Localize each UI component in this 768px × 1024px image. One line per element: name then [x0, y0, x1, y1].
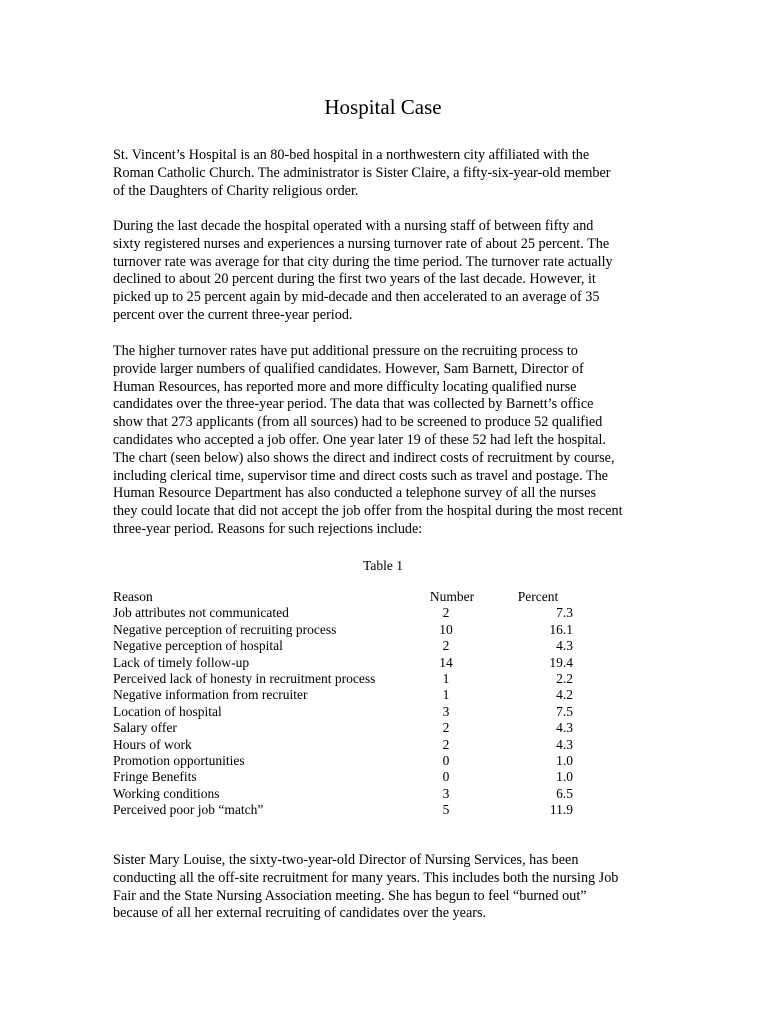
cell-number: 0	[442, 769, 450, 785]
text-line: The chart (seen below) also shows the direct and indirect costs of recruitment by course,	[113, 449, 615, 466]
text-line: three-year period. Reasons for such rejections include:	[113, 520, 423, 537]
cell-number: 0	[442, 752, 450, 768]
text-line: candidates who accepted a job offer. One year later 19 of these 52 had left the hospital.	[113, 431, 606, 448]
cell-reason: Working conditions	[113, 785, 220, 801]
table-row	[113, 687, 583, 703]
cell-reason: Negative perception of hospital	[113, 638, 283, 654]
cell-number: 2	[442, 736, 450, 752]
table-row	[113, 671, 583, 687]
table-row	[113, 737, 583, 753]
cell-number: 10	[439, 621, 453, 637]
paragraph-intro	[113, 147, 658, 200]
text-line: Roman Catholic Church. The administrator is Sister Claire, a fifty-six-year-old member	[113, 164, 611, 181]
cell-reason: Location of hospital	[113, 703, 222, 719]
cell-number: 3	[442, 703, 450, 719]
cell-number: 14	[439, 654, 453, 670]
column-header-reason: Reason	[113, 589, 153, 604]
cell-reason: Fringe Benefits	[113, 769, 197, 785]
cell-reason: Perceived poor job “match”	[113, 802, 264, 818]
cell-percent: 11.9	[549, 802, 573, 818]
cell-reason: Negative information from recruiter	[113, 687, 308, 703]
table-row	[113, 720, 583, 736]
cell-reason: Perceived lack of honesty in recruitment process	[113, 670, 376, 686]
cell-number: 2	[442, 638, 450, 654]
text-line: they could locate that did not accept the job offer from the hospital during the most recent	[113, 503, 623, 520]
text-line: show that 273 applicants (from all sources) had to be screened to produce 52 qualified	[113, 414, 603, 431]
cell-percent: 1.0	[556, 769, 573, 785]
text-line: During the last decade the hospital operated with a nursing staff of between fifty and	[113, 218, 594, 234]
text-line: including clerical time, supervisor time and direct costs such as travel and postage. The	[113, 467, 608, 484]
table-row	[113, 786, 583, 802]
text-line: Fair and the State Nursing Association meeting. She has begun to feel “burned out”	[113, 887, 587, 904]
table-row	[113, 753, 583, 769]
text-line: percent over the current three-year period.	[113, 306, 353, 323]
paragraph-recruiting	[113, 343, 658, 539]
table-row	[113, 769, 583, 785]
table-caption: Table 1	[363, 558, 403, 573]
cell-percent: 4.3	[556, 638, 573, 654]
cell-percent: 6.5	[556, 785, 573, 801]
cell-number: 5	[442, 802, 450, 818]
table-row	[113, 655, 583, 671]
cell-percent: 4.3	[556, 736, 573, 752]
table-row	[113, 605, 583, 621]
cell-percent: 2.2	[556, 670, 573, 686]
text-line: St. Vincent’s Hospital is an 80-bed hospital in a northwestern city affiliated with the	[113, 147, 590, 163]
cell-number: 1	[442, 687, 450, 703]
cell-reason: Lack of timely follow-up	[113, 654, 250, 670]
text-line: sixty registered nurses and experiences a nursing turnover rate of about 25 percent. The	[113, 235, 610, 252]
cell-percent: 7.5	[556, 703, 573, 719]
text-line: because of all her external recruiting of candidates over the years.	[113, 905, 487, 922]
column-header-number: Number	[429, 589, 475, 604]
cell-reason: Job attributes not communicated	[113, 605, 289, 621]
cell-number: 2	[442, 605, 450, 621]
table-row	[113, 622, 583, 638]
text-line: The higher turnover rates have put additional pressure on the recruiting process to	[113, 343, 578, 359]
cell-number: 1	[442, 670, 450, 686]
cell-reason: Negative perception of recruiting process	[113, 621, 337, 637]
table-row	[113, 704, 583, 720]
text-line: conducting all the off-site recruitment for many years. This includes both the nursing Job	[113, 869, 619, 886]
text-line: provide larger numbers of qualified candidates. However, Sam Barnett, Director of	[113, 360, 584, 377]
cell-number: 3	[442, 785, 450, 801]
text-line: Human Resources, has reported more and more difficulty locating qualified nurse	[113, 378, 577, 395]
paragraph-turnover	[113, 218, 658, 325]
cell-percent: 7.3	[556, 605, 573, 621]
cell-reason: Hours of work	[113, 736, 192, 752]
cell-percent: 4.3	[556, 720, 573, 736]
cell-percent: 1.0	[556, 752, 573, 768]
cell-percent: 4.2	[556, 687, 573, 703]
table-header-row	[113, 589, 583, 605]
table-row	[113, 802, 583, 818]
cell-percent: 16.1	[549, 621, 573, 637]
cell-percent: 19.4	[549, 654, 573, 670]
column-header-percent: Percent	[517, 589, 559, 604]
text-line: candidates over the three-year period. The data that was collected by Barnett’s office	[113, 396, 594, 413]
text-line: of the Daughters of Charity religious order.	[113, 182, 359, 199]
document-title: Hospital Case	[324, 95, 442, 119]
cell-reason: Salary offer	[113, 720, 177, 736]
cell-number: 2	[442, 720, 450, 736]
cell-reason: Promotion opportunities	[113, 752, 245, 768]
text-line: turnover rate was average for that city during the time period. The turnover rate actually	[113, 253, 613, 270]
rejection-reasons-table	[113, 589, 583, 818]
table-row	[113, 638, 583, 654]
text-line: Human Resource Department has also conducted a telephone survey of all the nurses	[113, 485, 597, 502]
paragraph-nursing-director	[113, 852, 658, 923]
text-line: Sister Mary Louise, the sixty-two-year-old Director of Nursing Services, has been	[113, 852, 579, 868]
text-line: declined to about 20 percent during the first two years of the last decade. However, it	[113, 271, 596, 288]
text-line: picked up to 25 percent again by mid-decade and then accelerated to an average of 35	[113, 289, 600, 306]
